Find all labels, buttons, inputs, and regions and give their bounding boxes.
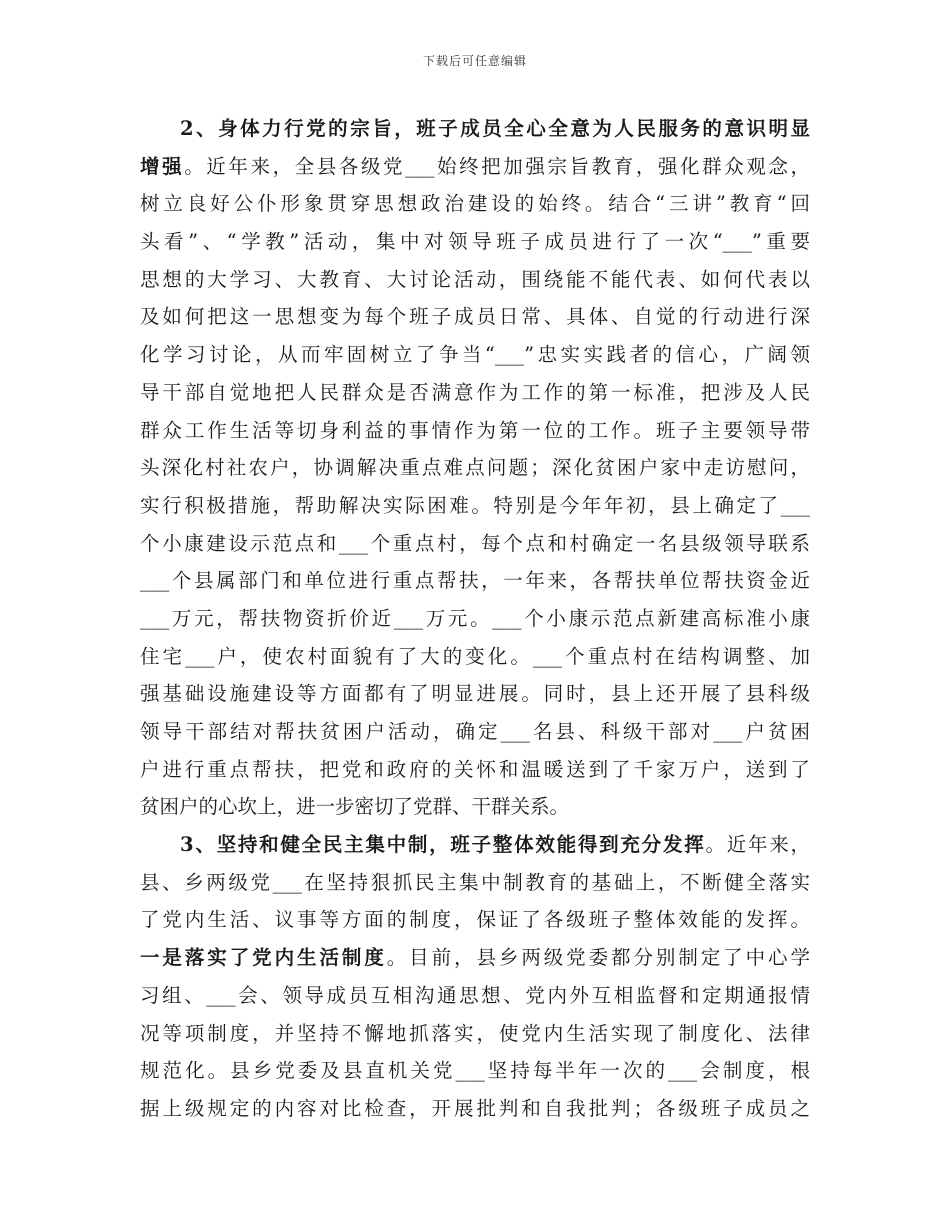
body-text: 。近年来， [705, 833, 810, 857]
body-text: 化学习讨论，从而牢固树立了争当“___”忠实实践者的信心，广阔领 [140, 343, 810, 367]
text-line [140, 826, 810, 864]
text-line [140, 185, 810, 223]
body-text: 贫困户的心坎上，进一步密切了党群、干群关系。 [140, 795, 570, 819]
body-text: 况等项制度，并坚持不懈地抓落实，使党内生活实现了制度化、法律 [140, 1021, 810, 1045]
body-text: 。目前，县乡两级党委都分别制定了中心学 [386, 946, 810, 970]
text-line [140, 223, 810, 261]
text-line [140, 600, 810, 638]
body-text: 强基础设施建设等方面都有了明显进展。同时，县上还开展了县科级 [140, 682, 810, 706]
text-line [140, 412, 810, 450]
body-text: 群众工作生活等切身利益的事情作为第一位的工作。班子主要领导带 [140, 418, 810, 442]
text-line [140, 1015, 810, 1053]
text-line [140, 977, 810, 1015]
subsection-heading: 一是落实了党内生活制度 [140, 946, 387, 970]
paragraph-3 [140, 826, 810, 1128]
text-line [140, 638, 810, 676]
text-line [140, 562, 810, 600]
section-heading: 2、身体力行党的宗旨，班子成员全心全意为人民服务的意识明显 [180, 117, 810, 140]
text-line [140, 487, 810, 525]
text-line [140, 261, 810, 299]
text-line [140, 1052, 810, 1090]
text-line [140, 864, 810, 902]
body-text: 据上级规定的内容对比检查，开展批判和自我批判；各级班子成员之 [140, 1096, 810, 1120]
section-heading: 增强 [140, 154, 185, 178]
section-heading: 3、坚持和健全民主集中制，班子整体效能得到充分发挥 [180, 833, 706, 857]
body-text: 个小康建设示范点和___个重点村，每个点和村确定一名县级领导联系 [140, 531, 810, 555]
body-text: 头深化村社农户，协调解决重点难点问题；深化贫困户家中走访慰问， [140, 456, 810, 480]
body-text: 树立良好公仆形象贯穿思想政治建设的始终。结合“三讲”教育“回 [140, 192, 810, 216]
text-line [140, 788, 810, 826]
text-line [140, 449, 810, 487]
body-text: 领导干部结对帮扶贫困户活动，确定___名县、科级干部对___户贫困 [140, 720, 810, 743]
body-text: 。近年来，全县各级党___始终把加强宗旨教育，强化群众观念， [184, 154, 810, 178]
page-header: 下载后可任意编辑 [422, 54, 527, 68]
text-line [140, 525, 810, 563]
body-text: 习组、___会、领导成员互相沟通思想、党内外互相监督和定期通报情 [140, 983, 810, 1007]
body-text: 头看”、“学教”活动，集中对领导班子成员进行了一次“___”重要 [140, 230, 810, 254]
body-text: 住宅___户，使农村面貌有了大的变化。___个重点村在结构调整、加 [140, 644, 810, 668]
body-text: 户进行重点帮扶，把党和政府的关怀和温暖送到了千家万户，送到了 [140, 757, 810, 781]
text-line [140, 939, 810, 977]
body-text: 实行积极措施，帮助解决实际困难。特别是今年年初，县上确定了___ [140, 493, 810, 517]
text-line [140, 148, 810, 186]
body-text: 了党内生活、议事等方面的制度，保证了各级班子整体效能的发挥。 [140, 908, 810, 932]
text-line [140, 713, 810, 751]
body-text: 县、乡两级党___在坚持狠抓民主集中制教育的基础上，不断健全落实 [140, 870, 810, 894]
paragraph-2 [140, 110, 810, 826]
body-text: ___万元，帮扶物资折价近___万元。___个小康示范点新建高标准小康 [140, 606, 810, 630]
text-line [140, 751, 810, 789]
text-line [140, 336, 810, 374]
text-line [140, 110, 810, 148]
document-body [140, 110, 810, 1128]
body-text: 导干部自觉地把人民群众是否满意作为工作的第一标准，把涉及人民 [140, 380, 810, 404]
text-line [140, 374, 810, 412]
text-line [140, 901, 810, 939]
body-text: ___个县属部门和单位进行重点帮扶，一年来，各帮扶单位帮扶资金近 [140, 569, 810, 593]
body-text: 规范化。县乡党委及县直机关党___坚持每半年一次的___会制度，根 [140, 1059, 810, 1083]
body-text: 思想的大学习、大教育、大讨论活动，围绕能不能代表、如何代表以 [140, 267, 810, 291]
text-line [140, 675, 810, 713]
body-text: 及如何把这一思想变为每个班子成员日常、具体、自觉的行动进行深 [140, 305, 810, 329]
text-line [140, 1090, 810, 1128]
text-line [140, 298, 810, 336]
